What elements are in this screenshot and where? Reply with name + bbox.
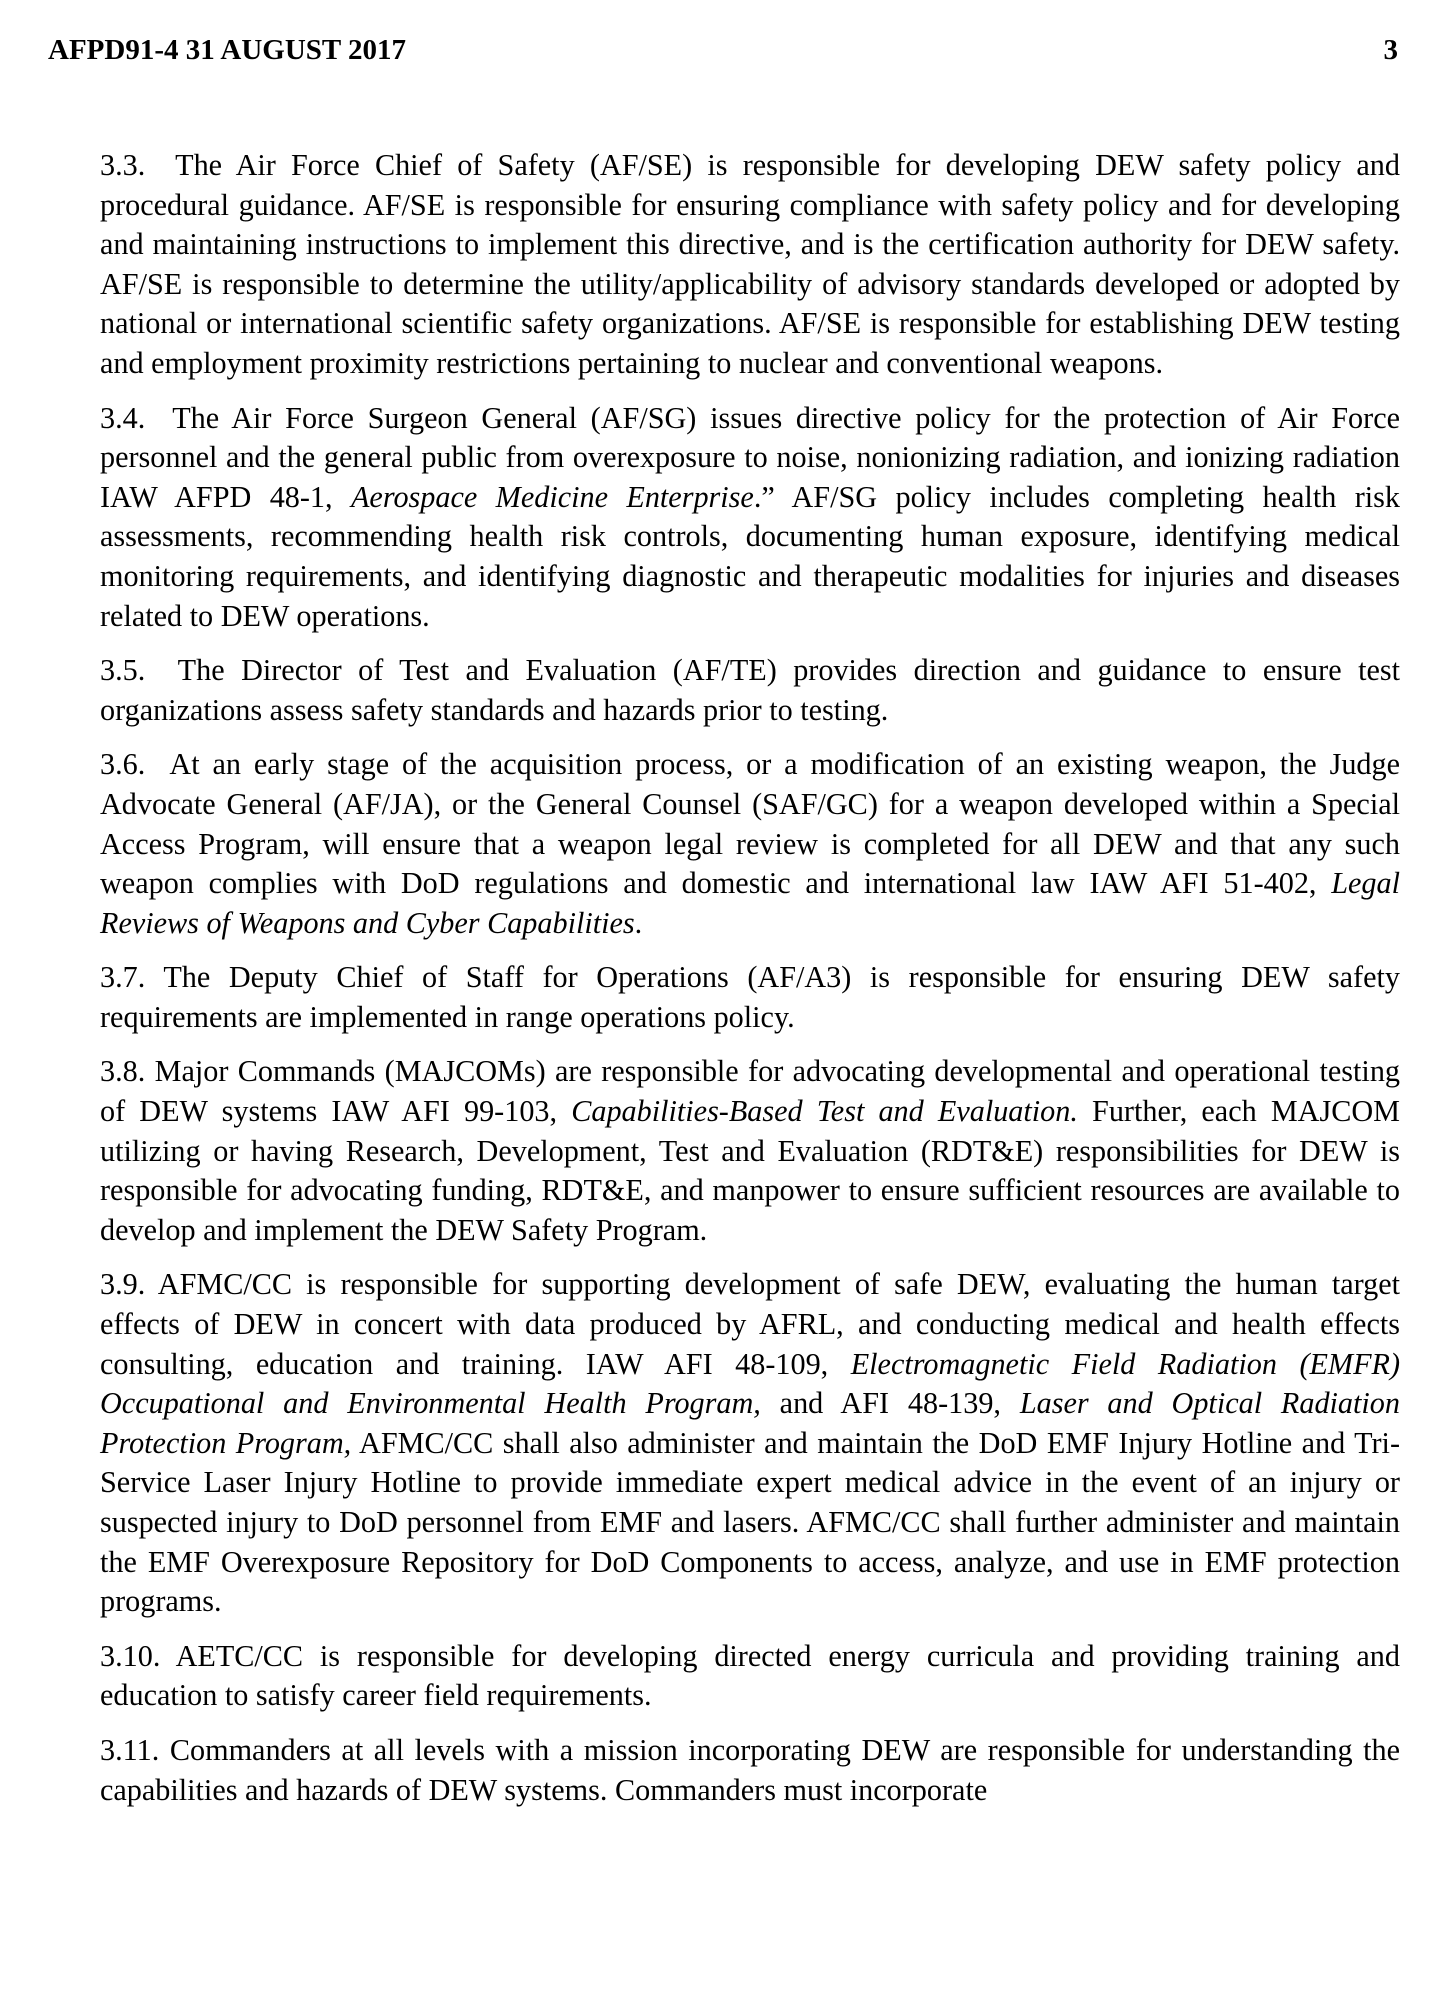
paragraph-3-6 <box>100 745 1400 943</box>
paragraph-3-11 <box>100 1731 1400 1810</box>
publication-title: Electromagnetic Field Radiation (EMFR) Occupational and Environmental Health Program, <box>100 1346 1401 1421</box>
paragraph-text: . <box>634 905 643 940</box>
document-body <box>100 146 1400 1825</box>
paragraph-text: Further, each MAJCOM utilizing or having Research, Development, Test and Evaluation (RDT&E) responsibilities for DEW is responsible for advocating funding, RDT&E, and manpower to ensure sufficient resources are available to develop and implement the DEW Safety Program. <box>100 1094 1400 1247</box>
paragraph-3-7 <box>100 958 1400 1037</box>
paragraph-text: and AFI 48-139, <box>760 1386 1020 1421</box>
paragraph-text: At an early stage of the acquisition process, or a modification of an existing weapon, the Judge Advocate General (AF/JA), or the General Counsel (SAF/GC) for a weapon developed within a Special Access Program, will ensure that a weapon legal review is completed for all DEW and that any such weapon complies with DoD regulations and domestic and international law IAW AFI 51-402, <box>100 747 1400 901</box>
paragraph-number: 3.7. <box>100 960 146 995</box>
paragraph-text: The Director of Test and Evaluation (AF/TE) provides direction and guidance to ensure test organizations assess safety standards and hazards prior to testing. <box>100 653 1400 727</box>
paragraph-3-4 <box>100 399 1400 637</box>
paragraph-3-3 <box>100 146 1400 384</box>
paragraph-number: 3.5. <box>100 653 146 688</box>
paragraph-text: Major Commands (MAJCOMs) are responsible for advocating developmental and operational testing of DEW systems IAW AFI 99-103, <box>100 1054 1401 1129</box>
paragraph-3-8 <box>100 1052 1400 1250</box>
document-id-date: AFPD91-4 31 AUGUST 2017 <box>48 34 406 66</box>
paragraph-text: .” AF/SG policy includes completing health risk assessments, recommending health risk controls, documenting human exposure, identifying medical monitoring requirements, and identifying diagnostic and therapeutic modalities for injuries and diseases related to DEW operations. <box>100 479 1400 633</box>
paragraph-text: AFMC/CC shall also administer and maintain the DoD EMF Injury Hotline and Tri-Service Laser Injury Hotline to provide immediate expert medical advice in the event of an injury or suspected injury to DoD personnel from EMF and lasers. AFMC/CC shall further administer and maintain the EMF Overexposure Repository for DoD Components to access, analyze, and use in EMF protection programs. <box>100 1425 1400 1619</box>
publication-title: Aerospace Medicine Enterprise <box>350 479 754 514</box>
paragraph-number: 3.8. <box>100 1054 146 1089</box>
paragraph-number: 3.3. <box>100 148 146 182</box>
publication-title: Laser and Optical Radiation Protection Program, <box>100 1386 1400 1460</box>
paragraph-text: The Air Force Surgeon General (AF/SG) issues directive policy for the protection of Air Force personnel and the general public from overexposure to noise, nonionizing radiation, and ionizing radiation IAW AFPD 48-1, <box>100 400 1400 514</box>
paragraph-text: The Deputy Chief of Staff for Operations (AF/A3) is responsible for ensuring DEW safety requirements are implemented in range operations policy. <box>100 960 1400 1034</box>
paragraph-number: 3.4. <box>100 400 146 435</box>
publication-title: Capabilities-Based Test and Evaluation. <box>571 1094 1078 1129</box>
paragraph-text: Commanders at all levels with a mission incorporating DEW are responsible for understanding the capabilities and hazards of DEW systems. Commanders must incorporate <box>100 1732 1401 1807</box>
paragraph-text: AETC/CC is responsible for developing directed energy curricula and providing training and education to satisfy career field requirements. <box>100 1638 1400 1713</box>
paragraph-text: The Air Force Chief of Safety (AF/SE) is responsible for developing DEW safety policy and procedural guidance. AF/SE is responsible for ensuring compliance with safety policy and for developing and maintaining instructions to implement this directive, and is the certification authority for DEW safety. AF/SE is responsible to determine the utility/applicability of advisory standards developed or adopted by national or international scientific safety organizations. AF/SE is responsible for establishing DEW testing and employment proximity restrictions pertaining to nuclear and conventional weapons. <box>100 148 1400 380</box>
paragraph-3-10 <box>100 1637 1400 1716</box>
paragraph-3-9 <box>100 1265 1400 1621</box>
page-header <box>48 30 1398 70</box>
paragraph-number: 3.6. <box>100 747 146 782</box>
paragraph-number: 3.10. <box>100 1638 161 1673</box>
paragraph-number: 3.11. <box>100 1732 160 1767</box>
paragraph-text: AFMC/CC is responsible for supporting development of safe DEW, evaluating the human target effects of DEW in concert with data produced by AFRL, and conducting medical and health effects consulting, education and training. IAW AFI 48-109, <box>100 1267 1400 1381</box>
page-number: 3 <box>1383 34 1398 66</box>
paragraph-3-5 <box>100 651 1400 730</box>
paragraph-number: 3.9. <box>100 1267 146 1302</box>
publication-title: Legal Reviews of Weapons and Cyber Capabilities <box>100 866 1400 940</box>
